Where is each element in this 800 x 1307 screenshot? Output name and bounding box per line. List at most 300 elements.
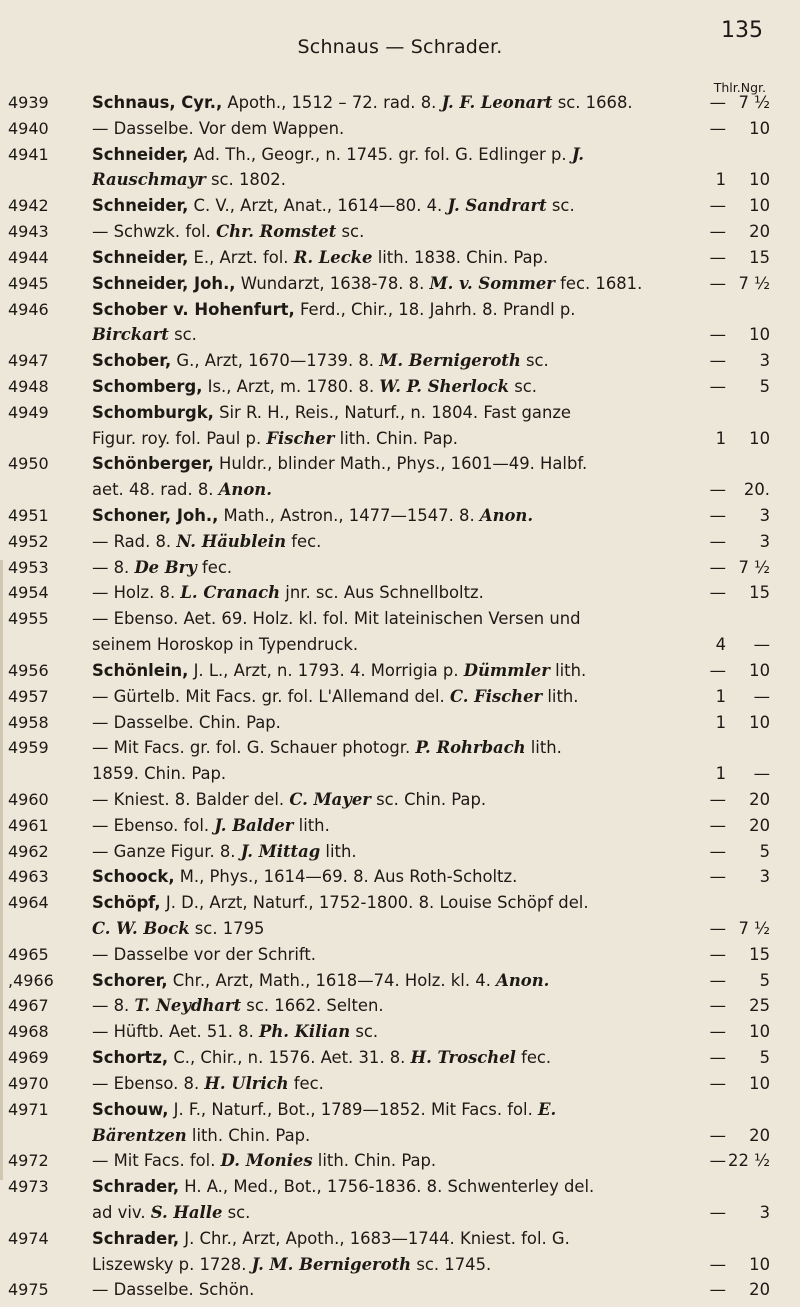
price-groschen: 3 (759, 506, 770, 525)
subject-name: Schoock, (92, 867, 175, 887)
artist-name: T. Neydhart (134, 996, 242, 1016)
entry-text (92, 297, 680, 323)
price-groschen: 10 (749, 1022, 770, 1042)
entry-text-segment: sc. (336, 222, 365, 242)
entry-number: 4939 (8, 93, 49, 112)
price-groschen: 3 (759, 351, 770, 371)
entry-text (92, 839, 680, 865)
entry-line (0, 555, 800, 581)
price-thaler: — (709, 919, 726, 938)
entry-number: 4952 (8, 531, 49, 551)
entry-line (0, 400, 800, 426)
entry-text (92, 1226, 680, 1252)
entry-number: 4948 (8, 376, 49, 396)
entry-price (684, 245, 770, 271)
entry-text-segment: fec. 1681. (554, 273, 643, 293)
price-thaler: — (709, 660, 726, 680)
artist-name: Fischer (266, 428, 335, 448)
price-groschen: 10 (749, 118, 770, 138)
entry-text-segment: lith. 1838. Chin. Pap. (372, 247, 549, 267)
entry-text-segment: jnr. sc. Aus Schnellboltz. (280, 583, 484, 603)
artist-name: Anon. (218, 480, 272, 500)
price-thaler: — (709, 841, 726, 861)
catalog-entry (0, 658, 800, 684)
entry-text-segment: — Dasselbe. Vor dem Wappen. (92, 118, 345, 138)
entry-continuation-line (0, 322, 800, 348)
entry-price (684, 167, 770, 193)
entry-text-segment: — 8. (92, 996, 135, 1016)
page-number: 135 (721, 18, 763, 43)
entry-price (684, 426, 770, 452)
entry-line (0, 1226, 800, 1252)
entry-text-segment: — Ganze Figur. 8. (92, 841, 241, 861)
entry-text (92, 245, 680, 271)
entry-text (92, 116, 680, 142)
entry-number: 4969 (8, 1048, 49, 1068)
entry-text (92, 219, 680, 245)
entry-text-segment: sc. 1745. (411, 1254, 492, 1274)
catalog-entry (0, 451, 800, 503)
entry-price (684, 993, 770, 1019)
entry-number: 4955 (8, 609, 49, 629)
artist-name: De Bry (134, 557, 197, 577)
entry-number: 4947 (8, 351, 49, 371)
price-thaler: — (709, 996, 726, 1016)
entry-price (684, 1019, 770, 1045)
entry-number: 4940 (8, 118, 49, 138)
entry-price (684, 916, 770, 942)
entry-line (0, 1148, 800, 1174)
entry-line (0, 1045, 800, 1071)
price-thaler: — (709, 867, 726, 887)
catalog-entry (0, 684, 800, 710)
artist-name: Anon. (479, 506, 534, 525)
artist-name: J. F. Leonart (441, 93, 553, 112)
entry-price (684, 219, 770, 245)
entry-line (0, 271, 800, 297)
entry-text-segment: Sir R. H., Reis., Naturf., n. 1804. Fast ganze (213, 402, 572, 422)
entry-number: 4942 (8, 196, 49, 216)
artist-name: C. Mayer (289, 789, 371, 809)
price-thaler: 1 (715, 686, 726, 706)
entry-price (684, 193, 770, 219)
entry-number: 4958 (8, 712, 49, 732)
artist-name: C. W. Bock (92, 919, 190, 938)
entry-text-segment: sc. (350, 1022, 379, 1042)
price-thaler: 1 (715, 428, 726, 448)
price-groschen: 3 (759, 531, 770, 551)
entry-number: 4961 (8, 815, 49, 835)
entry-text (92, 1252, 680, 1278)
catalog-entry (0, 116, 800, 142)
price-thaler: — (709, 1202, 726, 1222)
entry-number: 4950 (8, 454, 49, 474)
entry-number: 4946 (8, 299, 49, 319)
artist-name: J. (571, 144, 585, 164)
price-thaler: — (709, 506, 726, 525)
entry-line (0, 968, 800, 994)
entry-number: 4968 (8, 1022, 49, 1042)
artist-name: D. Monies (220, 1151, 313, 1171)
entry-line (0, 606, 800, 632)
entry-line (0, 1097, 800, 1123)
entry-text-segment: J. L., Arzt, n. 1793. 4. Morrigia p. (188, 660, 464, 680)
entry-continuation-line (0, 632, 800, 658)
entry-price (684, 374, 770, 400)
entry-line (0, 1071, 800, 1097)
entry-price (684, 529, 770, 555)
entry-text-segment: lith. (320, 841, 357, 861)
entry-price (684, 761, 770, 787)
entry-text-segment: Ad. Th., Geogr., n. 1745. gr. fol. G. Edlinger p. (188, 144, 572, 164)
subject-name: Schorer, (92, 970, 168, 990)
entry-text-segment: C., Chir., n. 1576. Aet. 31. 8. (168, 1048, 411, 1068)
price-groschen: 5 (759, 1048, 770, 1068)
price-groschen: 20 (749, 1280, 770, 1300)
entry-text-segment: sc. 1662. Selten. (241, 996, 384, 1016)
price-thaler: — (709, 118, 726, 138)
entry-text (92, 813, 680, 839)
entry-line (0, 787, 800, 813)
price-thaler: — (709, 531, 726, 551)
entry-text (92, 864, 680, 890)
entry-text (92, 916, 680, 942)
price-thaler: — (709, 351, 726, 371)
artist-name: J. Sandrart (447, 196, 547, 216)
subject-name: Schomberg, (92, 376, 203, 396)
catalog-entry (0, 271, 800, 297)
entry-price (684, 968, 770, 994)
price-groschen: 20 (749, 1125, 770, 1145)
catalog-entry (0, 297, 800, 349)
artist-name: Ph. Kilian (259, 1022, 351, 1042)
catalog-entry (0, 1174, 800, 1226)
entry-text-segment: — Ebenso. 8. (92, 1073, 205, 1093)
price-groschen: 7 ½ (738, 919, 770, 938)
entry-text (92, 555, 680, 581)
entry-text-segment: lith. Chin. Pap. (312, 1151, 437, 1171)
price-groschen: 5 (759, 970, 770, 990)
entry-number: 4951 (8, 506, 49, 525)
entry-text-segment: lith. Chin. Pap. (334, 428, 458, 448)
entry-line (0, 1174, 800, 1200)
entry-text (92, 658, 680, 684)
entry-text (92, 632, 680, 658)
entry-text (92, 1123, 680, 1149)
catalog-entry (0, 219, 800, 245)
catalog-entry (0, 1045, 800, 1071)
price-thaler: — (709, 1125, 726, 1145)
entry-price (684, 1148, 770, 1174)
entry-price (684, 1045, 770, 1071)
entry-text (92, 1071, 680, 1097)
entry-text-segment: — Schwzk. fol. (92, 222, 217, 242)
entry-text-segment: G., Arzt, 1670—1739. 8. (171, 351, 380, 371)
catalog-entry (0, 735, 800, 787)
entry-text (92, 1148, 680, 1174)
entry-line (0, 580, 800, 606)
entry-price (684, 684, 770, 710)
catalog-entry (0, 555, 800, 581)
entry-text (92, 193, 680, 219)
entry-text-segment: Huldr., blinder Math., Phys., 1601—49. Halbf. (213, 454, 588, 474)
catalog-entry (0, 890, 800, 942)
catalog-entry (0, 90, 800, 116)
entry-text (92, 1277, 680, 1303)
entry-line (0, 142, 800, 168)
price-thaler: — (709, 376, 726, 396)
price-groschen: 5 (759, 841, 770, 861)
entry-text-segment: sc. (168, 325, 197, 345)
artist-name: N. Häublein (176, 531, 286, 551)
entry-price (684, 942, 770, 968)
entry-text-segment: H. A., Med., Bot., 1756-1836. 8. Schwenterley del. (179, 1177, 595, 1197)
entry-text-segment: Is., Arzt, m. 1780. 8. (202, 376, 380, 396)
entry-number: ,4966 (8, 970, 54, 990)
entry-price (684, 90, 770, 116)
price-groschen: 20 (749, 815, 770, 835)
entry-text-segment: fec. (196, 557, 233, 577)
catalog-entry (0, 710, 800, 736)
price-groschen: 3 (759, 867, 770, 887)
entry-text-segment: Figur. roy. fol. Paul p. (92, 428, 267, 448)
catalog-entry (0, 580, 800, 606)
price-thaler: 4 (715, 635, 726, 655)
price-groschen: 7 ½ (738, 93, 770, 112)
entry-price (684, 1123, 770, 1149)
entry-price (684, 580, 770, 606)
catalog-entry (0, 813, 800, 839)
catalog-entry (0, 787, 800, 813)
entry-text-segment: — Hüftb. Aet. 51. 8. (92, 1022, 260, 1042)
price-groschen: 3 (759, 1202, 770, 1222)
entry-line (0, 710, 800, 736)
artist-name: Anon. (496, 970, 550, 990)
subject-name: Schneider, (92, 196, 189, 216)
artist-name: C. Fischer (449, 686, 543, 706)
entry-price (684, 1252, 770, 1278)
entry-text-segment: sc. (222, 1202, 251, 1222)
subject-name: Schöpf, (92, 893, 161, 913)
entry-text-segment: — Mit Facs. gr. fol. G. Schauer photogr. (92, 738, 416, 758)
price-groschen: 20. (743, 480, 770, 500)
subject-name: Schneider, (92, 144, 189, 164)
entry-text (92, 503, 680, 529)
page-title: Schnaus — Schrader. (297, 36, 503, 58)
price-groschen: 7 ½ (738, 557, 770, 577)
subject-name: Schrader, (92, 1228, 180, 1248)
entry-text-segment: J. Chr., Arzt, Apoth., 1683—1744. Kniest. fol. G. (179, 1228, 570, 1248)
entry-price (684, 116, 770, 142)
currency-unit-header: Thlr.Ngr. (713, 80, 766, 95)
entry-line (0, 813, 800, 839)
entry-price (684, 813, 770, 839)
price-thaler: — (709, 196, 726, 216)
artist-name: Dümmler (463, 660, 550, 680)
catalog-entry (0, 529, 800, 555)
price-thaler: — (709, 222, 726, 242)
entry-number: 4943 (8, 222, 49, 242)
entry-text (92, 1019, 680, 1045)
entry-line (0, 1019, 800, 1045)
entry-line (0, 503, 800, 529)
entry-text (92, 167, 680, 193)
entry-text (92, 374, 680, 400)
entry-line (0, 684, 800, 710)
price-groschen: — (753, 635, 770, 655)
entry-text-segment: — Rad. 8. (92, 531, 177, 551)
catalog-entry (0, 993, 800, 1019)
price-thaler: 1 (715, 764, 726, 784)
price-thaler: — (709, 1048, 726, 1068)
catalog-entry (0, 348, 800, 374)
entry-continuation-line (0, 916, 800, 942)
price-thaler: — (709, 944, 726, 964)
price-groschen: — (753, 764, 770, 784)
price-thaler: — (709, 583, 726, 603)
entry-text (92, 761, 680, 787)
entry-number: 4962 (8, 841, 49, 861)
entry-text-segment: fec. (286, 531, 322, 551)
entry-text (92, 735, 680, 761)
entry-text-segment: sc. 1802. (205, 170, 286, 190)
entry-line (0, 219, 800, 245)
entry-number: 4954 (8, 583, 49, 603)
price-thaler: — (709, 557, 726, 577)
entry-text (92, 1097, 680, 1123)
entry-line (0, 735, 800, 761)
price-groschen: 15 (749, 944, 770, 964)
subject-name: Schrader, (92, 1177, 180, 1197)
price-groschen: 15 (749, 247, 770, 267)
entry-continuation-line (0, 167, 800, 193)
entry-number: 4973 (8, 1177, 49, 1197)
entry-text-segment: lith. (549, 660, 587, 680)
catalog-entry (0, 839, 800, 865)
entry-text-segment: — Dasselbe vor der Schrift. (92, 944, 317, 964)
entry-line (0, 658, 800, 684)
entry-text-segment: lith. (542, 686, 579, 706)
price-thaler: — (709, 1254, 726, 1274)
artist-name: J. Balder (214, 815, 294, 835)
artist-name: S. Halle (150, 1202, 223, 1222)
entry-text-segment: — Gürtelb. Mit Facs. gr. fol. L'Allemand del. (92, 686, 450, 706)
entry-number: 4965 (8, 944, 49, 964)
entry-text-segment: sc. 1795 (189, 919, 265, 938)
subject-name: Schönberger, (92, 454, 214, 474)
catalog-entry (0, 1226, 800, 1278)
entry-number: 4964 (8, 893, 49, 913)
entry-line (0, 374, 800, 400)
entry-text-segment: lith. Chin. Pap. (186, 1125, 311, 1145)
price-groschen: 10 (749, 196, 770, 216)
entry-text-segment: aet. 48. rad. 8. (92, 480, 219, 500)
entry-price (684, 710, 770, 736)
catalog-entry (0, 1071, 800, 1097)
entry-text (92, 580, 680, 606)
entry-number: 4970 (8, 1073, 49, 1093)
catalog-entry (0, 245, 800, 271)
artist-name: H. Ulrich (204, 1073, 289, 1093)
entry-text-segment: — Dasselbe. Schön. (92, 1280, 255, 1300)
price-thaler: — (709, 93, 726, 112)
entry-text-segment: Chr., Arzt, Math., 1618—74. Holz. kl. 4. (167, 970, 497, 990)
entry-price (684, 322, 770, 348)
artist-name: J. M. Bernigeroth (251, 1254, 412, 1274)
entry-price (684, 477, 770, 503)
entry-text (92, 271, 680, 297)
entry-price (684, 658, 770, 684)
entry-text (92, 968, 680, 994)
entry-text-segment: J. F., Naturf., Bot., 1789—1852. Mit Facs. fol. (168, 1099, 539, 1119)
entry-price (684, 632, 770, 658)
entry-text (92, 710, 680, 736)
entry-price (684, 503, 770, 529)
subject-name: Schoner, Joh., (92, 506, 219, 525)
artist-name: W. P. Sherlock (379, 376, 510, 396)
artist-name: M. Bernigeroth (379, 351, 521, 371)
entry-text (92, 1200, 680, 1226)
entry-text-segment: Liszewsky p. 1728. (92, 1254, 252, 1274)
price-groschen: 7 ½ (738, 273, 770, 293)
entry-line (0, 297, 800, 323)
entry-line (0, 1277, 800, 1303)
entry-text-segment: Apoth., 1512 – 72. rad. 8. (222, 93, 442, 112)
catalog-entry (0, 606, 800, 658)
subject-name: Schneider, (92, 247, 189, 267)
entry-text (92, 993, 680, 1019)
price-thaler: — (709, 1151, 726, 1171)
entry-text-segment: fec. (288, 1073, 324, 1093)
entry-number: 4960 (8, 789, 49, 809)
entry-text-segment: sc. 1668. (552, 93, 633, 112)
entry-continuation-line (0, 761, 800, 787)
entry-line (0, 348, 800, 374)
price-groschen: 15 (749, 583, 770, 603)
entry-text-segment: Wundarzt, 1638-78. 8. (235, 273, 430, 293)
entry-price (684, 1071, 770, 1097)
entry-text (92, 890, 680, 916)
catalog-entry (0, 193, 800, 219)
entry-price (684, 348, 770, 374)
entry-text-segment: C. V., Arzt, Anat., 1614—80. 4. (188, 196, 448, 216)
entry-line (0, 529, 800, 555)
entry-number: 4974 (8, 1228, 49, 1248)
entry-price (684, 864, 770, 890)
entry-text (92, 348, 680, 374)
entry-text-segment: — Dasselbe. Chin. Pap. (92, 712, 281, 732)
entry-price (684, 839, 770, 865)
entry-continuation-line (0, 477, 800, 503)
price-groschen: — (753, 686, 770, 706)
entry-line (0, 451, 800, 477)
entry-line (0, 116, 800, 142)
artist-name: Bärentzen (92, 1125, 187, 1145)
entry-price (684, 555, 770, 581)
entry-number: 4975 (8, 1280, 49, 1300)
entry-text-segment: Ferd., Chir., 18. Jahrh. 8. Prandl p. (294, 299, 576, 319)
catalog-entry (0, 400, 800, 452)
price-groschen: 10 (749, 170, 770, 190)
entry-text-segment: sc. (509, 376, 537, 396)
entry-text (92, 90, 680, 116)
entry-text (92, 426, 680, 452)
subject-name: Schneider, Joh., (92, 273, 236, 293)
entry-number: 4949 (8, 402, 49, 422)
entry-continuation-line (0, 1200, 800, 1226)
entry-text-segment: seinem Horoskop in Typendruck. (92, 635, 359, 655)
catalog-entry (0, 1019, 800, 1045)
